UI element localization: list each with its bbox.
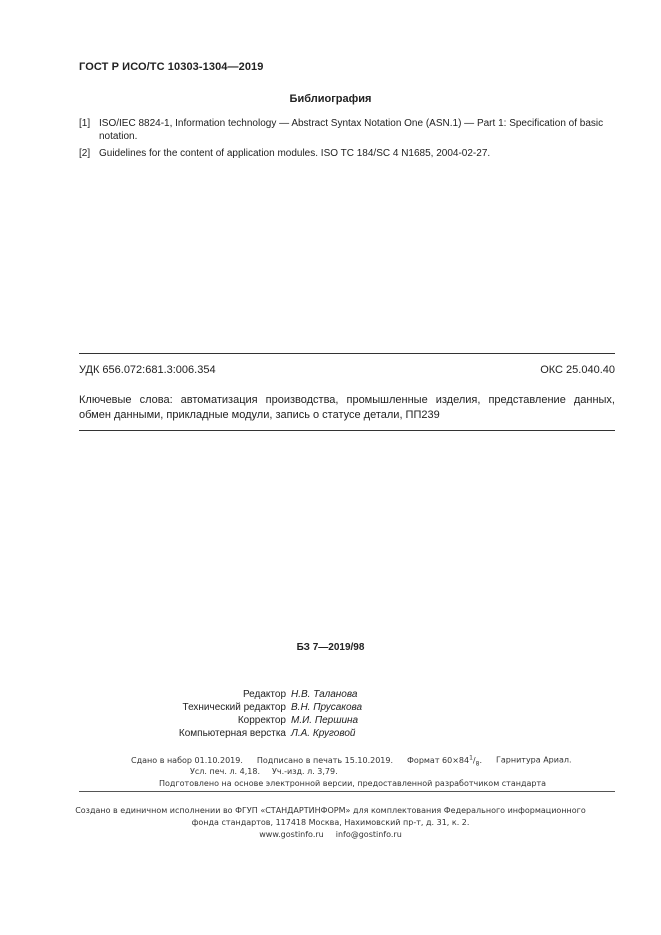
bibliography-entry: [79, 117, 617, 143]
staff-role: Технический редактор: [182, 702, 286, 713]
imprint-line: [131, 754, 572, 767]
keywords-line: Ключевые слова: автоматизация производства, промышленные изделия, представление данных,: [79, 394, 615, 406]
bz-number: БЗ 7—2019/98: [296, 642, 365, 653]
staff-name: Л.А. Круговой: [291, 728, 356, 739]
footer-line: Создано в единичном исполнении во ФГУП «СТАНДАРТИНФОРМ» для комплектования Федерального информационного: [75, 806, 586, 815]
staff-name: Н.В. Таланова: [291, 689, 358, 700]
document-header: ГОСТ Р ИСО/ТС 10303-1304—2019: [79, 61, 264, 73]
footer-contacts: [0, 829, 661, 841]
imprint-pub-sheets: Уч.-изд. л. 3,79.: [272, 767, 338, 776]
staff-name: В.Н. Прусакова: [291, 702, 363, 713]
udk-code: УДК 656.072:681.3:006.354: [79, 364, 216, 376]
footer-email: info@gostinfo.ru: [335, 830, 402, 839]
divider: [79, 353, 615, 354]
keywords-line: обмен данными, прикладные модули, запись о статусе детали, ПП239: [79, 409, 440, 421]
bibliography-entry: [79, 147, 617, 160]
entry-number: [2]: [79, 148, 91, 159]
imprint-submitted: Сдано в набор 01.10.2019.: [131, 755, 243, 765]
imprint-print-sheets: Усл. печ. л. 4,18.: [190, 767, 260, 776]
imprint-prepared: Подготовлено на основе электронной версии, предоставленной разработчиком стандарта: [159, 779, 547, 788]
staff-row: [121, 688, 362, 701]
staff-row: [121, 714, 362, 727]
staff-role: Компьютерная верстка: [178, 728, 286, 739]
staff-name: М.И. Першина: [291, 715, 359, 726]
staff-row: [121, 727, 362, 740]
staff-role: Корректор: [237, 715, 286, 726]
staff-row: [121, 701, 362, 714]
staff-role: Редактор: [242, 689, 286, 700]
imprint-line: [190, 767, 350, 776]
imprint-format: Формат $60\times 84^1/_8$.: [407, 754, 482, 768]
imprint-typeface: Гарнитура Ариал.: [496, 755, 572, 765]
divider: [79, 430, 615, 431]
footer-line: фонда стандартов, 117418 Москва, Нахимовский пр-т, д. 31, к. 2.: [191, 818, 470, 827]
oks-code: ОКС 25.040.40: [540, 364, 615, 376]
divider: [79, 791, 615, 792]
entry-number: [1]: [79, 118, 91, 129]
bibliography-title: Библиография: [289, 93, 372, 105]
keywords: [79, 393, 615, 423]
entry-text: ISO/IEC 8824-1, Information technology — Abstract Syntax Notation One (ASN.1) — Part 1: Specification of basic notation.: [99, 118, 604, 142]
entry-text: Guidelines for the content of application modules. ISO TC 184/SC 4 N1685, 2004-02-27.: [99, 148, 491, 159]
staff-list: [121, 688, 362, 740]
footer-website: www.gostinfo.ru: [259, 830, 324, 839]
imprint-signed: Подписано в печать 15.10.2019.: [256, 755, 394, 765]
